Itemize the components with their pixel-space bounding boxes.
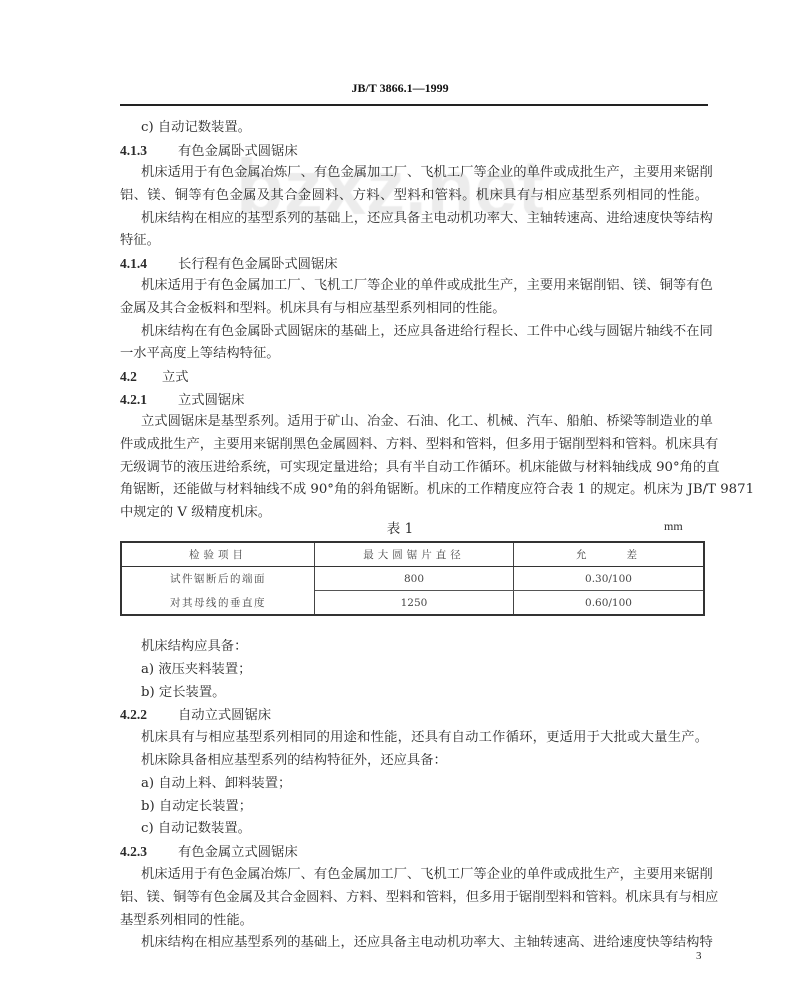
table-unit: mm [664, 519, 683, 533]
text-line: 立式圆锯床是基型系列。适用于矿山、冶金、石油、化工、机械、汽车、船舶、桥梁等制造业的单 [141, 414, 713, 430]
section-title: 有色金属卧式圆锯床 [178, 143, 298, 159]
page-header: JB/T 3866.1—1999 [351, 81, 449, 95]
text-line: a) 液压夹料装置； [141, 661, 252, 677]
section-number: 4.2 [120, 369, 137, 385]
text-line: 机床适用于有色金属加工厂、飞机工厂等企业的单件或成批生产，主要用来锯削铝、镁、铜等有色 [141, 278, 713, 294]
header-rule [120, 104, 708, 106]
section-title: 自动立式圆锯床 [178, 708, 272, 724]
table-cell: 对其母线的垂直度 [121, 591, 315, 616]
section-title: 立式圆锯床 [178, 392, 245, 408]
text-line: 机床具有与相应基型系列相同的用途和性能，还具有自动工作循环，更适用于大批或大量生产。 [141, 730, 708, 746]
text-line: 基型系列相同的性能。 [120, 912, 253, 928]
table-header-cell: 检验项目 [121, 542, 315, 567]
table-1 [120, 541, 705, 616]
table-header-cell [514, 542, 705, 567]
text-line: 机床结构在相应的基型系列的基础上，还应具备主电动机功率大、主轴转速高、进给速度快等结构 [141, 210, 713, 226]
text-line: 特征。 [120, 233, 160, 249]
table-cell: 0.60/100 [585, 596, 632, 609]
text-line: 无级调节的液压进给系统，可实现定量进给；具有半自动工作循环。机床能做与材料轴线成 90°角的直 [120, 459, 720, 475]
table-header-row [121, 542, 704, 567]
table-row [121, 591, 704, 616]
section-title: 立式 [162, 370, 189, 386]
section-number: 4.1.3 [120, 142, 147, 158]
section-title: 长行程有色金属卧式圆锯床 [178, 256, 338, 272]
section-heading [120, 841, 708, 864]
text-line: 机床结构在有色金属卧式圆锯床的基础上，还应具备进给行程长、工件中心线与圆锯片轴线不在同 [141, 323, 713, 339]
text-line: 铝、镁、铜等有色金属及其合金圆料、方料、型料和管料。机床具有与相应基型系列相同的性能。 [120, 187, 708, 203]
table-header-cell: 最大圆锯片直径 [315, 542, 514, 567]
text-line: b) 定长装置。 [141, 684, 226, 700]
section-number: 4.2.3 [120, 844, 147, 860]
text-line: c) 自动记数装置。 [141, 120, 251, 135]
table-caption: 表 1 [386, 521, 414, 537]
table-cell: 0.30/100 [514, 567, 705, 591]
text-line: a) 自动上料、卸料装置； [141, 775, 292, 791]
section-heading [120, 389, 708, 412]
text-line: 机床适用于有色金属冶炼厂、有色金属加工厂、飞机工厂等企业的单件或成批生产，主要用来锯削 [141, 866, 713, 882]
table-cell: 1250 [315, 591, 514, 616]
section-heading [120, 253, 708, 276]
text-line: 机床结构应具备： [141, 639, 248, 654]
text-line: 机床适用于有色金属冶炼厂、有色金属加工厂、飞机工厂等企业的单件或成批生产，主要用来锯削 [141, 165, 713, 181]
page-number: 3 [696, 950, 702, 962]
text-line: b) 自动定长装置； [141, 798, 253, 814]
header-text: 允 [576, 549, 627, 561]
section-number: 4.2.2 [120, 707, 147, 723]
text-line: 机床结构在相应基型系列的基础上，还应具备主电动机功率大、主轴转速高、进给速度快等结构特 [141, 935, 713, 951]
header-text: 差 [626, 549, 641, 561]
table-row [121, 567, 704, 591]
text-line: 金属及其合金板料和型料。机床具有与相应基型系列相同的性能。 [120, 301, 506, 317]
table-cell: 800 [315, 567, 514, 591]
text-block-2 [120, 636, 719, 955]
text-line: c) 自动记数装置。 [141, 821, 251, 837]
text-line: 中规定的 V 级精度机床。 [120, 504, 272, 520]
section-heading [120, 140, 708, 163]
section-heading [120, 704, 708, 727]
section-heading [120, 366, 708, 389]
text-line: 件或成批生产，主要用来锯削黑色金属圆料、方料、型料和管料，但多用于锯削型料和管料。机床具有 [120, 436, 719, 452]
text-line: 铝、镁、铜等有色金属及其合金圆料、方料、型料和管料，但多用于锯削型料和管料。机床具有与相应 [120, 889, 719, 905]
table-cell: 试件锯断后的端面 [121, 567, 315, 591]
section-title: 有色金属立式圆锯床 [178, 845, 298, 861]
text-block-1 [120, 117, 755, 525]
text-line: 角锯断，还能做与材料轴线不成 90°角的斜角锯断。机床的工作精度应符合表 1 的规定。机床为 JB/T 9871 [120, 482, 755, 498]
section-number: 4.1.4 [120, 255, 147, 271]
text-line: 机床除具备相应基型系列的结构特征外，还应具备： [141, 752, 447, 768]
section-number: 4.2.1 [120, 391, 147, 407]
text-line: 一水平高度上等结构特征。 [120, 346, 280, 362]
